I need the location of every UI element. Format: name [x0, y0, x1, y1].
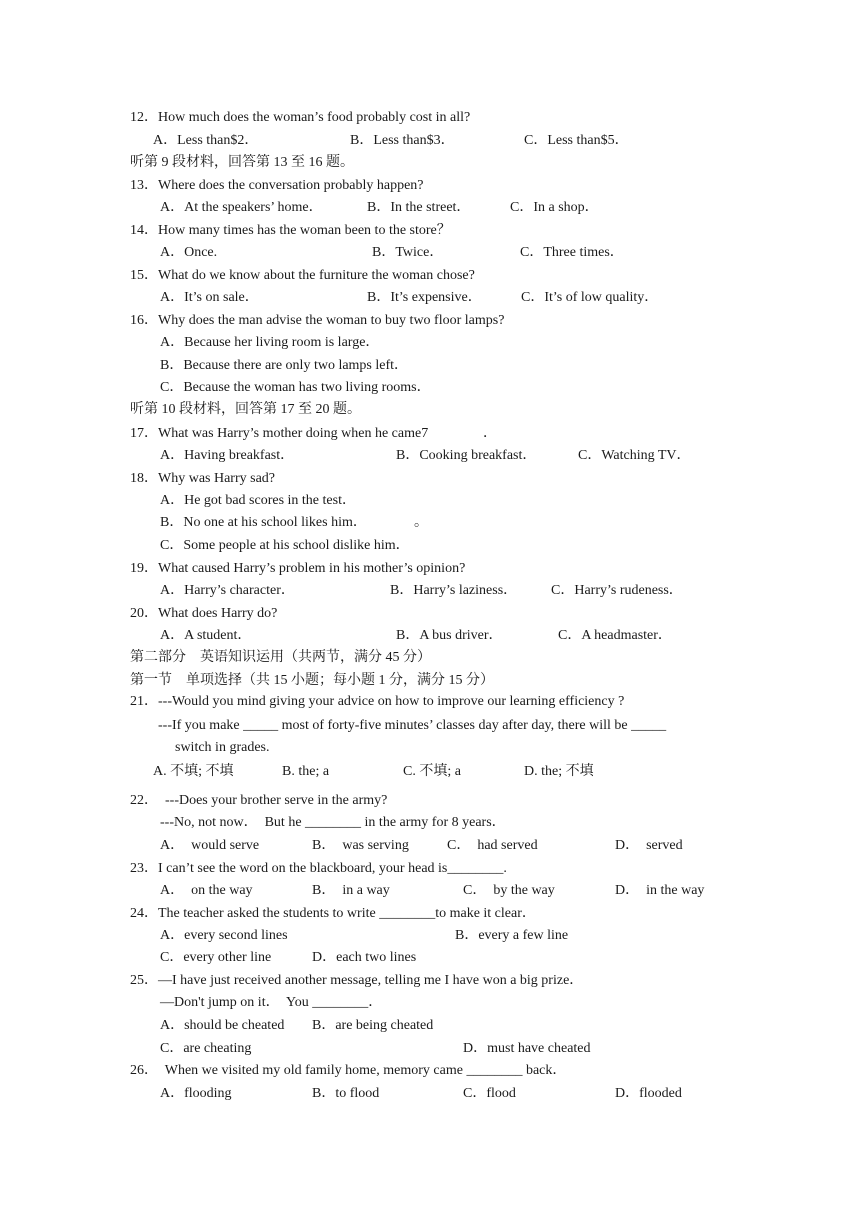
question-25-stem: 25．—I have just received another message, telling me I have won a big prize． — [130, 973, 584, 988]
question-23-stem: 23．I can’t see the word on the blackboard, your head is________. — [130, 861, 507, 876]
question-26-option-a: A．flooding — [160, 1086, 232, 1101]
question-15-stem: 15．What do we know about the furniture the woman chose? — [130, 268, 475, 283]
question-20-option-b: B．A bus driver． — [396, 628, 503, 643]
question-24-option-a: A．every second lines — [160, 928, 288, 943]
question-17-option-a: A．Having breakfast． — [160, 448, 295, 463]
question-23-option-b: B． in a way — [312, 883, 390, 898]
question-12-option-c: C．Less than$5． — [524, 133, 629, 148]
section-heading-material-9: 听第 9 段材料，回答第 13 至 16 题。 — [130, 155, 354, 170]
question-12-stem: 12．How much does the woman’s food probably cost in all? — [130, 110, 471, 125]
question-18-option-a: A．He got bad scores in the test． — [160, 493, 356, 508]
question-13-stem: 13．Where does the conversation probably happen? — [130, 178, 424, 193]
question-19-option-a: A．Harry’s character． — [160, 583, 295, 598]
question-14-option-c: C．Three times． — [520, 245, 624, 260]
question-22-line2: ---No, not now． But he ________ in the army for 8 years． — [160, 815, 506, 830]
question-16-option-a: A．Because her living room is large． — [160, 335, 380, 350]
question-21-option-a: A. 不填; 不填 — [153, 764, 234, 779]
question-21-stem: 21．---Would you mind giving your advice on how to improve our learning efficiency ? — [130, 694, 625, 709]
question-22-option-c: C． had served — [447, 838, 538, 853]
question-14-option-b: B．Twice． — [372, 245, 444, 260]
question-19-stem: 19．What caused Harry’s problem in his mother’s opinion? — [130, 561, 466, 576]
question-23-option-a: A． on the way — [160, 883, 253, 898]
question-21-line2: ---If you make _____ most of forty-five minutes’ classes day after day, there will be _____ — [158, 718, 667, 733]
question-21-option-d: D. the; 不填 — [524, 764, 594, 779]
question-25-line2: —Don't jump on it． You ________． — [160, 995, 383, 1010]
question-21-option-c: C. 不填; a — [403, 764, 461, 779]
question-21-option-b: B. the; a — [282, 764, 330, 779]
question-26-option-d: D．flooded — [615, 1086, 682, 1101]
question-25-option-c: C．are cheating — [160, 1041, 252, 1056]
question-24-option-b: B．every a few line — [455, 928, 569, 943]
question-19-option-b: B．Harry’s laziness． — [390, 583, 518, 598]
question-16-stem: 16．Why does the man advise the woman to buy two floor lamps? — [130, 313, 505, 328]
question-23-option-d: D． in the way — [615, 883, 705, 898]
question-21-line3: switch in grades. — [175, 740, 270, 755]
question-26-stem: 26． When we visited my old family home, memory came ________ back． — [130, 1063, 567, 1078]
question-20-option-c: C．A headmaster． — [558, 628, 672, 643]
question-17-option-c: C．Watching TV． — [578, 448, 691, 463]
question-14-stem: 14．How many times has the woman been to the store？ — [130, 223, 451, 238]
question-18-stem: 18．Why was Harry sad? — [130, 471, 276, 486]
question-18-option-b-tail: 。 — [414, 515, 428, 530]
question-16-option-c: C．Because the woman has two living rooms． — [160, 380, 431, 395]
question-13-option-c: C．In a shop． — [510, 200, 599, 215]
question-22-stem: 22． ---Does your brother serve in the army? — [130, 793, 388, 808]
question-13-option-b: B．In the street． — [367, 200, 471, 215]
question-20-option-a: A．A student． — [160, 628, 252, 643]
question-15-option-a: A．It’s on sale． — [160, 290, 259, 305]
part-two-heading: 第二部分 英语知识运用（共两节，满分 45 分） — [130, 650, 431, 665]
question-24-option-d: D．each two lines — [312, 950, 417, 965]
question-24-stem: 24．The teacher asked the students to write ________to make it clear． — [130, 906, 536, 921]
question-15-option-c: C．It’s of low quality． — [521, 290, 659, 305]
question-26-option-c: C．flood — [463, 1086, 516, 1101]
question-17-stem-tail: ． — [483, 426, 497, 441]
section-one-heading: 第一节 单项选择（共 15 小题；每小题 1 分，满分 15 分） — [130, 673, 494, 688]
question-26-option-b: B．to flood — [312, 1086, 380, 1101]
question-22-option-a: A． would serve — [160, 838, 260, 853]
question-25-option-a: A．should be cheated — [160, 1018, 285, 1033]
question-16-option-b: B．Because there are only two lamps left． — [160, 358, 409, 373]
question-20-stem: 20．What does Harry do? — [130, 606, 278, 621]
question-22-option-d: D． served — [615, 838, 683, 853]
question-13-option-a: A．At the speakers’ home． — [160, 200, 323, 215]
question-22-option-b: B． was serving — [312, 838, 409, 853]
question-24-option-c: C．every other line — [160, 950, 272, 965]
question-19-option-c: C．Harry’s rudeness． — [551, 583, 683, 598]
question-12-option-b: B．Less than$3． — [350, 133, 455, 148]
question-17-option-b: B．Cooking breakfast． — [396, 448, 537, 463]
question-15-option-b: B．It’s expensive． — [367, 290, 482, 305]
question-23-option-c: C． by the way — [463, 883, 555, 898]
question-25-option-b: B．are being cheated — [312, 1018, 434, 1033]
section-heading-material-10: 听第 10 段材料，回答第 17 至 20 题。 — [130, 402, 361, 417]
question-18-option-b: B．No one at his school likes him． — [160, 515, 367, 530]
question-17-stem: 17．What was Harry’s mother doing when he came7 — [130, 426, 429, 441]
question-12-option-a: A．Less than$2． — [153, 133, 259, 148]
question-18-option-c: C．Some people at his school dislike him． — [160, 538, 410, 553]
question-25-option-d: D．must have cheated — [463, 1041, 591, 1056]
question-14-option-a: A．Once. — [160, 245, 218, 260]
